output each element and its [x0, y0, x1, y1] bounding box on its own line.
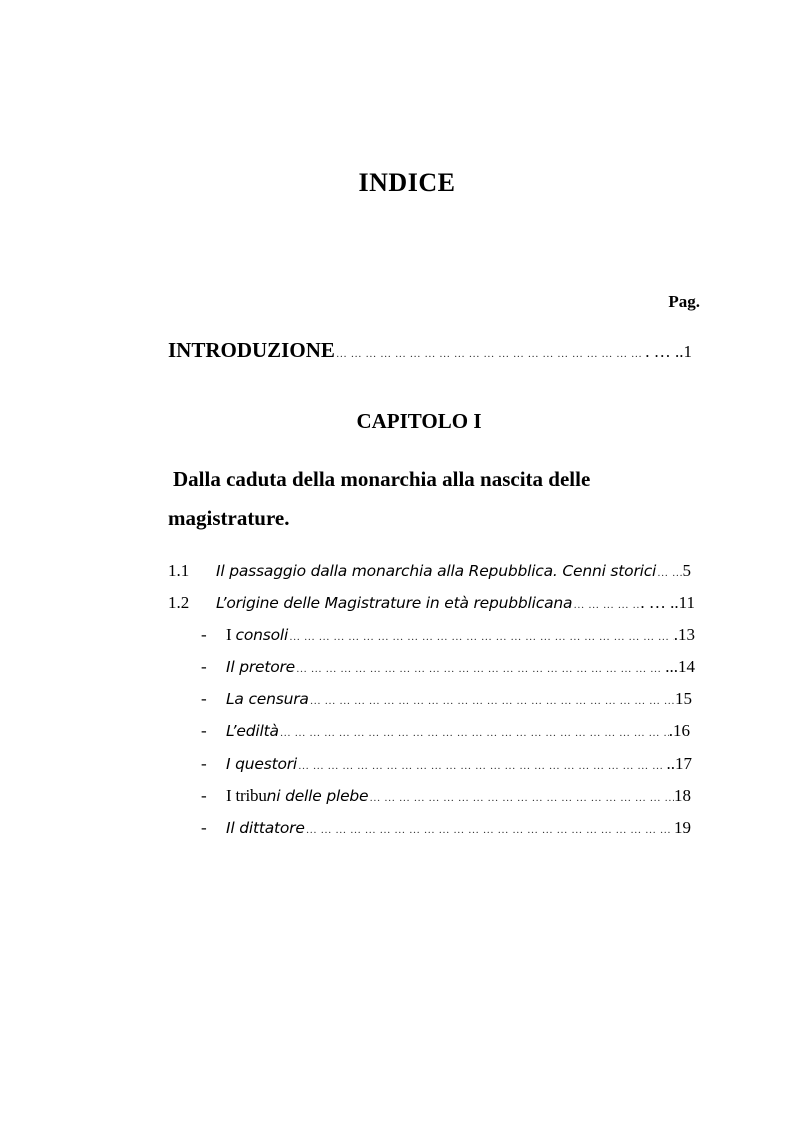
toc-subentry-row[interactable] [168, 786, 691, 806]
dot-leader [368, 792, 674, 804]
chapter-title-line-1: Dalla caduta della monarchia alla nascita delle [173, 467, 591, 491]
dot-leader [279, 727, 669, 739]
bullet-dash: - [201, 818, 207, 837]
chapter-title-line-2: magistrature. [168, 506, 290, 530]
toc-entry-page-ref: . … ..11 [640, 593, 695, 612]
bullet-dash: - [201, 689, 207, 708]
dot-leader [656, 567, 682, 579]
toc-introduction-row[interactable] [168, 338, 692, 363]
bullet-dash: - [201, 625, 207, 644]
bullet-dash: - [201, 786, 207, 805]
toc-subentry-title [226, 657, 295, 677]
toc-subentry-title [226, 625, 288, 645]
dot-leader [297, 760, 666, 772]
toc-subentry-row[interactable] [168, 625, 695, 645]
toc-entry-number: 1.1 [168, 561, 190, 580]
introduction-label: INTRODUZIONE [168, 338, 335, 362]
chapter-heading: CAPITOLO I [356, 409, 482, 433]
toc-entry-title: L’origine delle Magistrature in età repubblicana [216, 594, 573, 612]
toc-subentry-page-ref: 18 [674, 786, 691, 805]
toc-subentry-row[interactable] [168, 657, 695, 677]
toc-subentry-page-ref: 19 [674, 818, 691, 837]
toc-subentry-title-italic: consoli [235, 626, 289, 644]
dot-leader [305, 824, 674, 836]
toc-subentry-prefix: I [226, 625, 236, 644]
toc-entry-title: Il passaggio dalla monarchia alla Repubblica. Cenni storici [216, 562, 657, 580]
toc-subentry-title-italic: ni delle plebe [266, 787, 369, 805]
toc-subentry-title [226, 754, 297, 774]
toc-subentry-title [226, 786, 368, 806]
toc-subentry-title-italic: Il dittatore [226, 819, 305, 837]
toc-subentry-page-ref: 15 [675, 689, 692, 708]
toc-entry-page-ref: 5 [682, 561, 691, 580]
toc-subentry-prefix: I tribu [226, 786, 267, 805]
bullet-dash: - [201, 721, 207, 740]
toc-subentry-title [226, 818, 305, 838]
page-column-label: Pag. [668, 292, 700, 311]
toc-subentry-title-italic: Il pretore [226, 658, 296, 676]
toc-subentry-page-ref: ..17 [666, 754, 692, 773]
toc-subentry-page-ref: .13 [673, 625, 695, 644]
toc-subentry-page-ref: ...14 [665, 657, 695, 676]
toc-subentry-title-italic: L’ediltà [226, 722, 279, 740]
page-title: INDICE [358, 168, 456, 197]
toc-entry-number: 1.2 [168, 593, 190, 612]
toc-subentry-row[interactable] [168, 818, 691, 838]
toc-subentry-title-italic: La censura [226, 690, 309, 708]
chapter-title [168, 460, 638, 538]
introduction-page-ref: . … ..1 [645, 342, 692, 361]
bullet-dash: - [201, 657, 207, 676]
dot-leader [295, 663, 665, 675]
dot-leader [288, 631, 674, 643]
dot-leader [335, 348, 645, 360]
toc-subentry-row[interactable] [168, 689, 692, 709]
toc-subentry-row[interactable] [168, 754, 692, 774]
toc-subentry-page-ref: .16 [668, 721, 690, 740]
toc-entry-row[interactable] [168, 561, 691, 581]
bullet-dash: - [201, 754, 207, 773]
toc-subentry-title [226, 721, 279, 741]
toc-subentry-title-italic: I questori [226, 755, 298, 773]
toc-subentry-row[interactable] [168, 721, 690, 741]
dot-leader [572, 599, 640, 611]
toc-entry-row[interactable] [168, 593, 695, 613]
toc-subentry-title [226, 689, 309, 709]
dot-leader [309, 695, 675, 707]
